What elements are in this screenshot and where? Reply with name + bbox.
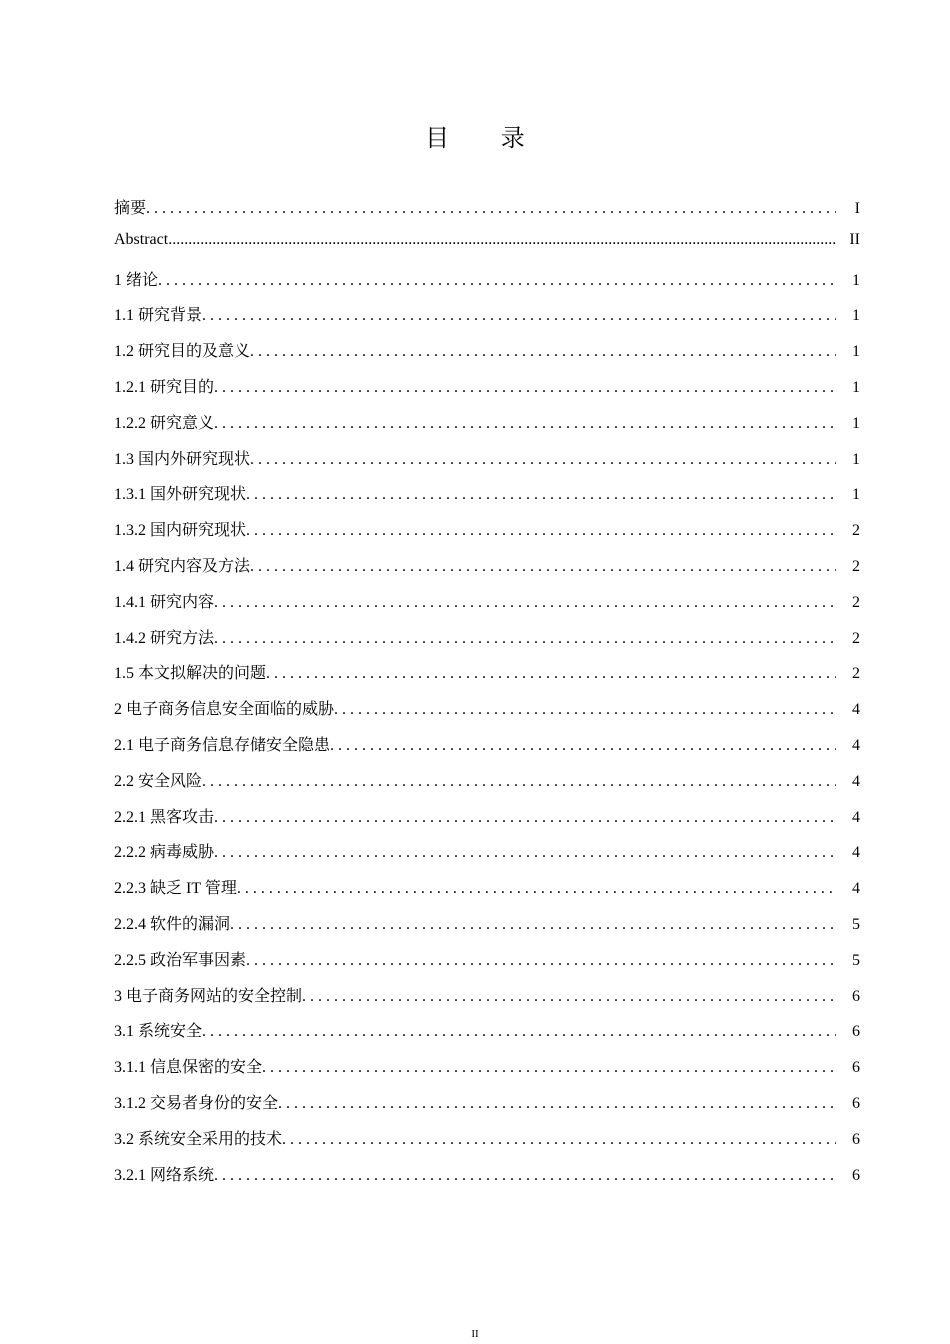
toc-leader-dots (214, 415, 836, 433)
toc-entry[interactable] (114, 1162, 860, 1198)
toc-entry-page: 2 (852, 665, 860, 683)
toc-entry-label: 2.1 电子商务信息存储安全隐患 (114, 736, 331, 754)
toc-entry[interactable] (114, 267, 860, 303)
toc-entry-label: 1.2 研究目的及意义 (114, 343, 251, 361)
toc-entry-label: 1.3.2 国内研究现状 (114, 522, 247, 540)
toc-entry-page: 1 (852, 486, 860, 504)
toc-entry[interactable] (114, 410, 860, 446)
toc-leader-dots (302, 988, 836, 1006)
toc-entry-label: 1.2.1 研究目的 (114, 378, 215, 396)
toc-entry-label: 3.2 系统安全采用的技术 (114, 1130, 283, 1148)
toc-leader-dots (278, 1095, 836, 1113)
toc-leader-dots (202, 1023, 836, 1041)
toc-leader-dots (214, 594, 836, 612)
toc-entry-page: 4 (852, 808, 860, 826)
table-of-contents (114, 195, 860, 1197)
toc-entry-page: 2 (852, 522, 860, 540)
toc-entry-label: 1.1 研究背景 (114, 307, 203, 325)
toc-entry-page: 1 (852, 450, 860, 468)
toc-entry-page: I (854, 200, 860, 217)
toc-entry-page: 6 (852, 1059, 860, 1077)
toc-leader-dots (214, 630, 836, 648)
toc-entry-label: 1.3 国内外研究现状 (114, 450, 251, 468)
toc-entry-label: Abstract (114, 230, 169, 248)
toc-leader-dots (168, 231, 836, 249)
toc-entry-label: 3.2.1 网络系统 (114, 1166, 215, 1184)
toc-entry-page: 2 (852, 629, 860, 647)
toc-leader-dots (250, 343, 836, 361)
toc-leader-dots (330, 737, 836, 755)
toc-entry[interactable] (114, 374, 860, 410)
toc-entry-page: 6 (852, 1166, 860, 1184)
toc-entry[interactable] (114, 553, 860, 589)
toc-entry[interactable] (114, 625, 860, 661)
toc-entry[interactable] (114, 517, 860, 553)
toc-entry[interactable] (114, 804, 860, 840)
toc-entry-label: 2 电子商务信息安全面临的威胁 (114, 701, 335, 719)
toc-entry[interactable] (114, 338, 860, 374)
toc-entry-page: 4 (852, 701, 860, 719)
toc-leader-dots (214, 809, 836, 827)
toc-entry[interactable] (114, 1090, 860, 1126)
toc-entry-page: 1 (852, 271, 860, 289)
toc-entry[interactable] (114, 1054, 860, 1090)
toc-entry-page: 1 (852, 343, 860, 361)
toc-entry[interactable] (114, 983, 860, 1019)
toc-leader-dots (202, 307, 836, 325)
toc-entry[interactable] (114, 696, 860, 732)
toc-entry-page: 6 (852, 987, 860, 1005)
toc-entry-page: 4 (852, 736, 860, 754)
page-number: II (471, 1328, 479, 1340)
toc-entry[interactable] (114, 1018, 860, 1054)
toc-entry-page: 5 (852, 951, 860, 969)
toc-leader-dots (282, 1131, 836, 1149)
toc-leader-dots (262, 1059, 836, 1077)
toc-entry-page: 6 (852, 1023, 860, 1041)
toc-entry[interactable] (114, 875, 860, 911)
toc-title: 目 录 (425, 124, 547, 152)
toc-entry[interactable] (114, 1126, 860, 1162)
toc-entry[interactable] (114, 947, 860, 983)
toc-leader-dots (214, 379, 836, 397)
toc-entry-label: 2.2.1 黑客攻击 (114, 808, 215, 826)
toc-leader-dots (214, 844, 836, 862)
toc-entry-label: 2.2.5 政治军事因素 (114, 951, 247, 969)
toc-entry[interactable] (114, 231, 860, 267)
toc-entry-label: 3.1 系统安全 (114, 1023, 203, 1041)
toc-leader-dots (246, 486, 836, 504)
toc-entry-page: 1 (852, 378, 860, 396)
toc-entry-label: 3.1.2 交易者身份的安全 (114, 1094, 279, 1112)
toc-entry[interactable] (114, 660, 860, 696)
toc-leader-dots (334, 701, 836, 719)
toc-entry-label: 2.2.4 软件的漏洞 (114, 915, 231, 933)
toc-entry-label: 摘要 (114, 200, 147, 217)
toc-entry-label: 1 绪论 (114, 271, 159, 289)
toc-leader-dots (250, 451, 836, 469)
toc-entry-page: 4 (852, 844, 860, 862)
toc-leader-dots (146, 200, 836, 218)
toc-entry[interactable] (114, 481, 860, 517)
toc-entry[interactable] (114, 446, 860, 482)
toc-entry[interactable] (114, 195, 860, 231)
toc-leader-dots (237, 880, 836, 898)
toc-entry-label: 2.2.2 病毒威胁 (114, 844, 215, 862)
toc-leader-dots (230, 916, 836, 934)
toc-leader-dots (246, 522, 836, 540)
toc-entry[interactable] (114, 589, 860, 625)
toc-entry-label: 3 电子商务网站的安全控制 (114, 987, 303, 1005)
toc-leader-dots (266, 665, 836, 683)
toc-leader-dots (214, 1167, 836, 1185)
toc-entry[interactable] (114, 302, 860, 338)
toc-entry[interactable] (114, 768, 860, 804)
toc-entry-page: 1 (852, 414, 860, 432)
toc-entry[interactable] (114, 839, 860, 875)
toc-leader-dots (202, 773, 836, 791)
toc-entry-page: 6 (852, 1130, 860, 1148)
toc-entry-page: 5 (852, 915, 860, 933)
toc-entry-label: 2.2 安全风险 (114, 772, 203, 790)
toc-entry-page: 2 (852, 557, 860, 575)
toc-entry-page: 1 (852, 307, 860, 325)
toc-entry-page: 4 (852, 880, 860, 898)
toc-leader-dots (158, 272, 836, 290)
toc-entry-label: 1.3.1 国外研究现状 (114, 486, 247, 504)
toc-entry-label: 2.2.3 缺乏 IT 管理 (114, 880, 237, 898)
toc-entry[interactable] (114, 732, 860, 768)
toc-entry-page: 6 (852, 1094, 860, 1112)
toc-entry-page: 2 (852, 593, 860, 611)
toc-entry-page: II (849, 230, 860, 248)
toc-entry-label: 1.2.2 研究意义 (114, 414, 215, 432)
toc-entry-label: 3.1.1 信息保密的安全 (114, 1059, 263, 1077)
toc-entry-label: 1.4.2 研究方法 (114, 629, 215, 647)
toc-entry[interactable] (114, 911, 860, 947)
toc-leader-dots (246, 952, 836, 970)
toc-leader-dots (250, 558, 836, 576)
toc-entry-page: 4 (852, 772, 860, 790)
toc-entry-label: 1.4.1 研究内容 (114, 593, 215, 611)
toc-entry-label: 1.4 研究内容及方法 (114, 557, 251, 575)
toc-entry-label: 1.5 本文拟解决的问题 (114, 665, 267, 683)
